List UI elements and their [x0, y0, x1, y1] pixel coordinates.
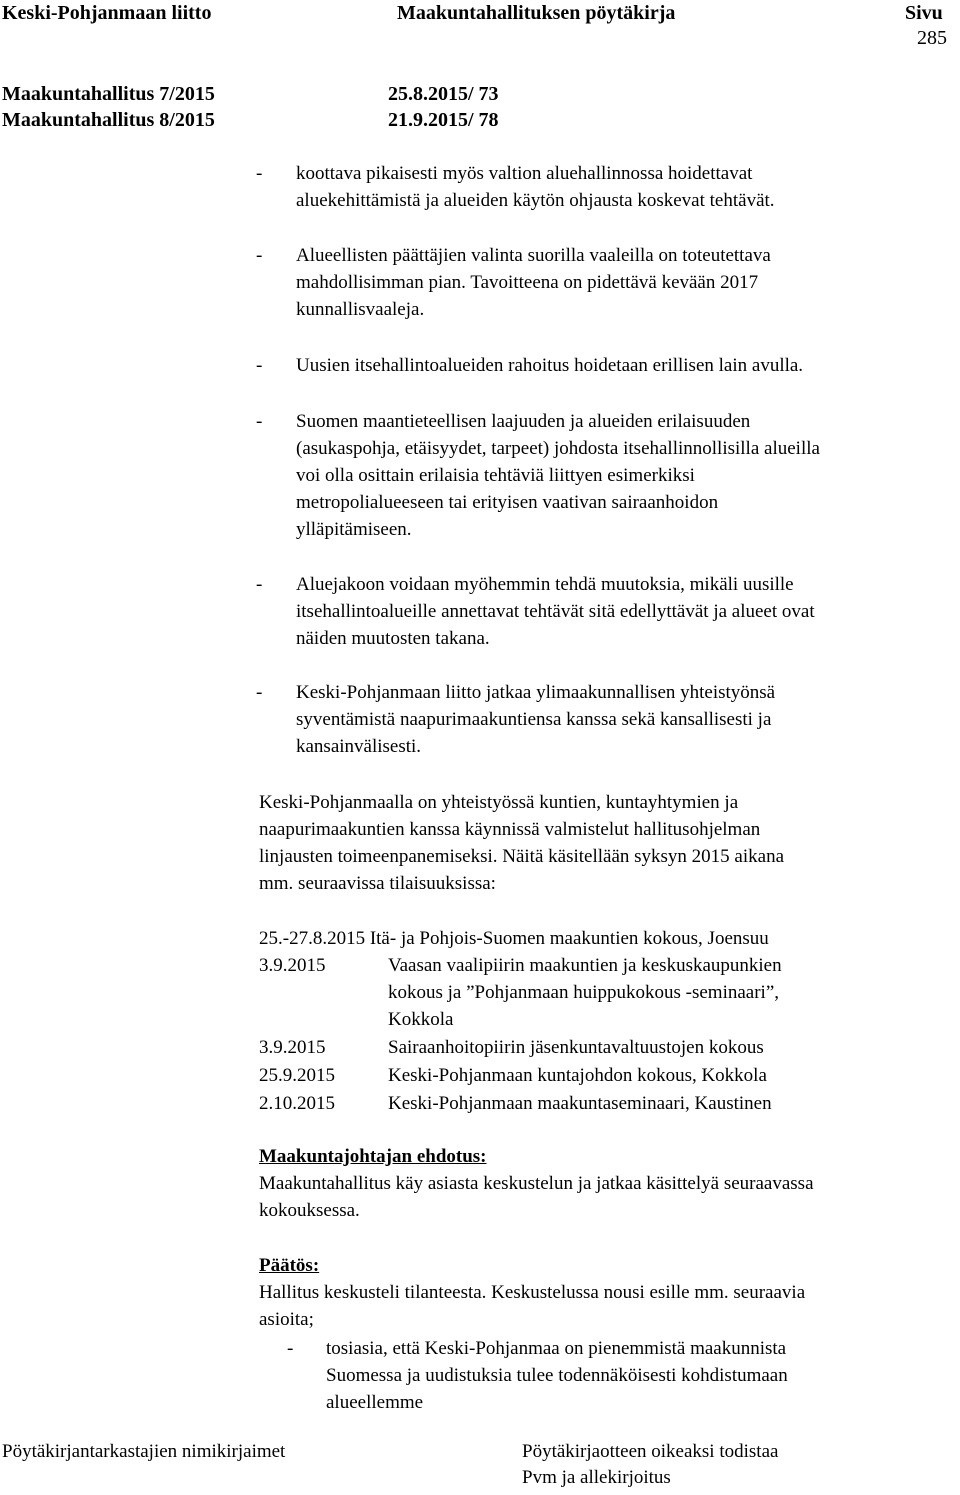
- proposal-section: [259, 1143, 939, 1224]
- page-number: 285: [917, 27, 947, 49]
- event-text: Sairaanhoitopiirin jäsenkuntavaltuustojen kokous: [388, 1037, 764, 1058]
- decision-line: asioita;: [259, 1309, 314, 1330]
- decision-heading: Päätös:: [259, 1255, 320, 1276]
- organization-name: Keski-Pohjanmaan liitto: [2, 2, 212, 24]
- event-text: Vaasan vaalipiirin maakuntien ja keskuskaupunkien: [388, 955, 782, 976]
- bullet-line: aluekehittämistä ja alueiden käytön ohjausta koskevat tehtävät.: [296, 190, 775, 211]
- bullet-line: itsehallintoalueille annettavat tehtävät sitä edellyttävät ja alueet ovat: [296, 601, 815, 622]
- bullet-line: kansainvälisesti.: [296, 736, 422, 757]
- decision-bullet: [287, 1335, 947, 1416]
- bullet-line: (asukaspohja, etäisyydet, tarpeet) johdosta itsehallinnollisilla alueilla: [296, 438, 820, 459]
- bullet-item: [256, 242, 960, 323]
- event-date: 3.9.2015: [259, 955, 326, 976]
- meeting-label-1: Maakuntahallitus 7/2015: [2, 83, 215, 105]
- event-date: 3.9.2015: [259, 1037, 326, 1058]
- intro-paragraph: [259, 789, 939, 897]
- decision-line: Hallitus keskusteli tilanteesta. Keskustelussa nousi esille mm. seuraavia: [259, 1282, 806, 1303]
- event-date: 25.9.2015: [259, 1065, 335, 1086]
- bullet-line: Alueellisten päättäjien valinta suorilla vaaleilla on toteutettava: [296, 245, 771, 266]
- bullet-dash: -: [256, 574, 263, 595]
- intro-line: linjausten toimeenpanemiseksi. Näitä käsitellään syksyn 2015 aikana: [259, 846, 785, 867]
- bullet-line: näiden muutosten takana.: [296, 628, 490, 649]
- bullet-line: metropolialueeseen tai erityisen vaativan sairaanhoidon: [296, 492, 719, 513]
- event-text: Keski-Pohjanmaan maakuntaseminaari, Kaustinen: [388, 1093, 772, 1114]
- meeting-ref-1: 25.8.2015/ 73: [388, 83, 499, 105]
- bullet-line: syventämistä naapurimaakuntiensa kanssa sekä kansallisesti ja: [296, 709, 772, 730]
- bullet-line: Uusien itsehallintoalueiden rahoitus hoidetaan erillisen lain avulla.: [296, 355, 804, 376]
- event-text: kokous ja ”Pohjanmaan huippukokous -seminaari”,: [388, 982, 780, 1003]
- decision-bullet-line: alueellemme: [326, 1392, 424, 1413]
- event-text: Kokkola: [388, 1009, 454, 1030]
- decision-bullet-line: tosiasia, että Keski-Pohjanmaa on pienemmistä maakunnista: [326, 1338, 787, 1359]
- proposal-line: Maakuntahallitus käy asiasta keskustelun ja jatkaa käsittelyä seuraavassa: [259, 1173, 814, 1194]
- page-label: Sivu: [905, 2, 943, 24]
- bullet-line: voi olla osittain erilaisia tehtäviä liittyen esimerkiksi: [296, 465, 695, 486]
- bullet-line: Suomen maantieteellisen laajuuden ja alueiden erilaisuuden: [296, 411, 751, 432]
- bullet-dash: -: [287, 1338, 294, 1359]
- meeting-label-2: Maakuntahallitus 8/2015: [2, 109, 215, 131]
- bullet-item: [256, 679, 960, 760]
- meeting-ref-2: 21.9.2015/ 78: [388, 109, 499, 131]
- decision-bullet-line: Suomessa ja uudistuksia tulee todennäköisesti kohdistumaan: [326, 1365, 788, 1386]
- bullet-dash: -: [256, 245, 263, 266]
- bullet-line: kunnallisvaaleja.: [296, 299, 425, 320]
- footer-initials-label: Pöytäkirjantarkastajien nimikirjaimet: [2, 1441, 286, 1462]
- bullet-dash: -: [256, 163, 263, 184]
- proposal-heading: Maakuntajohtajan ehdotus:: [259, 1146, 487, 1167]
- intro-line: mm. seuraavissa tilaisuuksissa:: [259, 873, 496, 894]
- event-text: Keski-Pohjanmaan kuntajohdon kokous, Kokkola: [388, 1065, 767, 1086]
- decision-section: [259, 1252, 939, 1333]
- bullet-dash: -: [256, 411, 263, 432]
- bullet-line: mahdollisimman pian. Tavoitteena on pidettävä kevään 2017: [296, 272, 759, 293]
- bullet-item: [256, 408, 960, 543]
- bullet-line: Keski-Pohjanmaan liitto jatkaa ylimaakunnallisen yhteistyönsä: [296, 682, 776, 703]
- bullet-line: Aluejakoon voidaan myöhemmin tehdä muutoksia, mikäli uusille: [296, 574, 794, 595]
- footer-certification-label: Pöytäkirjaotteen oikeaksi todistaa: [522, 1441, 779, 1462]
- proposal-line: kokouksessa.: [259, 1200, 360, 1221]
- document-title: Maakuntahallituksen pöytäkirja: [397, 2, 676, 24]
- bullet-line: koottava pikaisesti myös valtion aluehallinnossa hoidettavat: [296, 163, 753, 184]
- bullet-dash: -: [256, 682, 263, 703]
- bullet-line: ylläpitämiseen.: [296, 519, 412, 540]
- bullet-dash: -: [256, 355, 263, 376]
- event-date: 2.10.2015: [259, 1093, 335, 1114]
- intro-line: naapurimaakuntien kanssa käynnissä valmistelut hallitusohjelman: [259, 819, 761, 840]
- intro-line: Keski-Pohjanmaalla on yhteistyössä kuntien, kuntayhtymien ja: [259, 792, 739, 813]
- event-date: 25.-27.8.2015 Itä- ja Pohjois-Suomen maakuntien kokous, Joensuu: [259, 928, 769, 949]
- bullet-item: [256, 571, 960, 652]
- footer-signature-label: Pvm ja allekirjoitus: [522, 1467, 671, 1488]
- bullet-item: [256, 352, 960, 379]
- bullet-item: [256, 160, 960, 214]
